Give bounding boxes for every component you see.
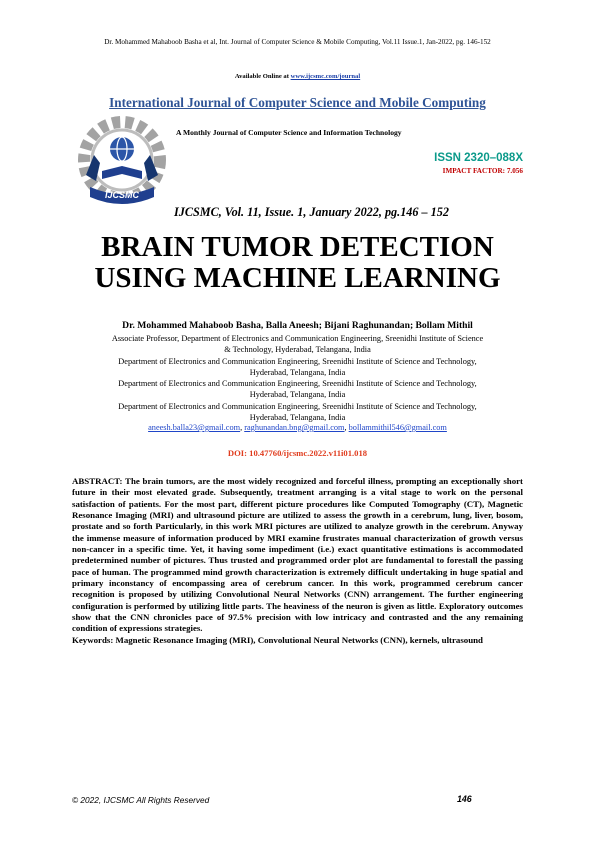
affiliation-4 — [62, 401, 533, 424]
journal-title: International Journal of Computer Science and Mobile Computing — [109, 95, 486, 110]
journal-logo — [72, 113, 172, 213]
abstract — [72, 476, 523, 646]
affiliation-2-line-2: Hyderabad, Telangana, India — [249, 368, 346, 378]
email-link[interactable]: aneesh.balla23@gmail.com — [148, 423, 241, 432]
paper-title-line-2: USING MACHINE LEARNING — [94, 262, 501, 294]
globe-icon — [110, 137, 134, 161]
affiliation-4-line-1: Department of Electronics and Communication Engineering, Sreenidhi Institute of Science and Technology, — [118, 402, 477, 411]
journal-subtitle: A Monthly Journal of Computer Science and Information Technology — [176, 128, 402, 137]
available-online-prefix: Available Online at — [234, 73, 291, 80]
affiliation-2-line-1: Department of Electronics and Communication Engineering, Sreenidhi Institute of Science and Technology, — [118, 357, 477, 366]
affiliation-1 — [62, 333, 533, 356]
paper-title-line-1: BRAIN TUMOR DETECTION — [101, 231, 494, 263]
email-separator: , — [240, 423, 245, 432]
email-link[interactable]: raghunandan.bng@gmail.com — [244, 423, 345, 432]
affiliation-3 — [62, 378, 533, 401]
running-header: Dr. Mohammed Mahaboob Basha et al, Int. Journal of Computer Science & Mobile Computing, Vol.11 Issue.1, Jan-2022, pg. 146-152 — [104, 38, 491, 46]
email-separator: , — [344, 423, 349, 432]
paper-title — [0, 232, 595, 294]
available-online — [0, 73, 595, 80]
impact-factor: IMPACT FACTOR: 7.056 — [442, 167, 523, 175]
footer-page-number: 146 — [457, 794, 472, 804]
doi: DOI: 10.47760/ijcsmc.2022.v11i01.018 — [227, 448, 368, 458]
abstract-paragraph — [72, 476, 523, 635]
journal-url-link[interactable]: www.ijcsmc.com/journal — [290, 73, 361, 80]
affiliation-4-line-2: Hyderabad, Telangana, India — [249, 413, 346, 423]
footer-copyright: © 2022, IJCSMC All Rights Reserved — [72, 795, 210, 805]
issn: ISSN 2320–088X — [434, 152, 523, 164]
volume-line: IJCSMC, Vol. 11, Issue. 1, January 2022, pg.146 – 152 — [174, 205, 449, 219]
author-emails — [0, 423, 595, 432]
abstract-label: ABSTRACT: — [72, 476, 123, 486]
affiliation-3-line-2: Hyderabad, Telangana, India — [249, 390, 346, 400]
affiliation-1-line-1: Associate Professor, Department of Electronics and Communication Engineering, Sreenidhi Institute of Science — [111, 334, 484, 343]
authors: Dr. Mohammed Mahaboob Basha, Balla Aneesh; Bijani Raghunandan; Bollam Mithil — [122, 320, 473, 331]
affiliation-3-line-1: Department of Electronics and Communication Engineering, Sreenidhi Institute of Science and Technology, — [118, 379, 477, 388]
keywords-text: Magnetic Resonance Imaging (MRI), Convolutional Neural Networks (CNN), kernels, ultrasound — [113, 634, 483, 645]
keywords-paragraph — [72, 635, 523, 646]
email-link[interactable]: bollammithil546@gmail.com — [348, 423, 447, 432]
affiliation-2 — [62, 356, 533, 379]
logo-text: IJCSMC — [104, 190, 140, 200]
keywords-label: Keywords: — [72, 634, 114, 645]
abstract-text: The brain tumors, are the most widely recognized and forceful illness, prompting an exceptionally short future in their most elevated grade. Subsequently, treatment arranging is a vital stage to work on the personal satisfaction of patients. For the most part, different picture procedures like Computed Tomography (CT), Magnetic Resonance Imaging (MRI) and ultrasound picture are utilized to assess the growth in a cerebrum, lung, liver, bosom, prostate and so forth Particularly, in this work MRI pictures are utilized to analyze growth in the cerebrum. Anyway the immense measure of information produced by MRI examine frustrates manual characterization of growth versus non-cancer in a specific time. Yet, it having some impediment (i.e.) exact quantitative estimations is accommodated predetermined number of pictures. Thus trusted and programmed order plot are fundamental to forestall the passing pace of human. The programmed mind growth characterization is extremely difficult undertaking in huge spatial and primary inconstancy of encompassing area of cerebrum cancer. In this work, programmed cerebrum cancer recognition is proposed by utilizing Convolutional Neural Networks (CNN) arrangement. The further engineering configuration is performed by utilizing little parts. The heaviness of the neuron is given as little. Exploratory outcomes show that the CNN chronicles pace of 97.5% precision with low intricacy and contrasted and the any remaining condition of expressions strategies. — [72, 476, 523, 634]
affiliation-1-line-2: & Technology, Hyderabad, Telangana, India — [224, 345, 371, 355]
